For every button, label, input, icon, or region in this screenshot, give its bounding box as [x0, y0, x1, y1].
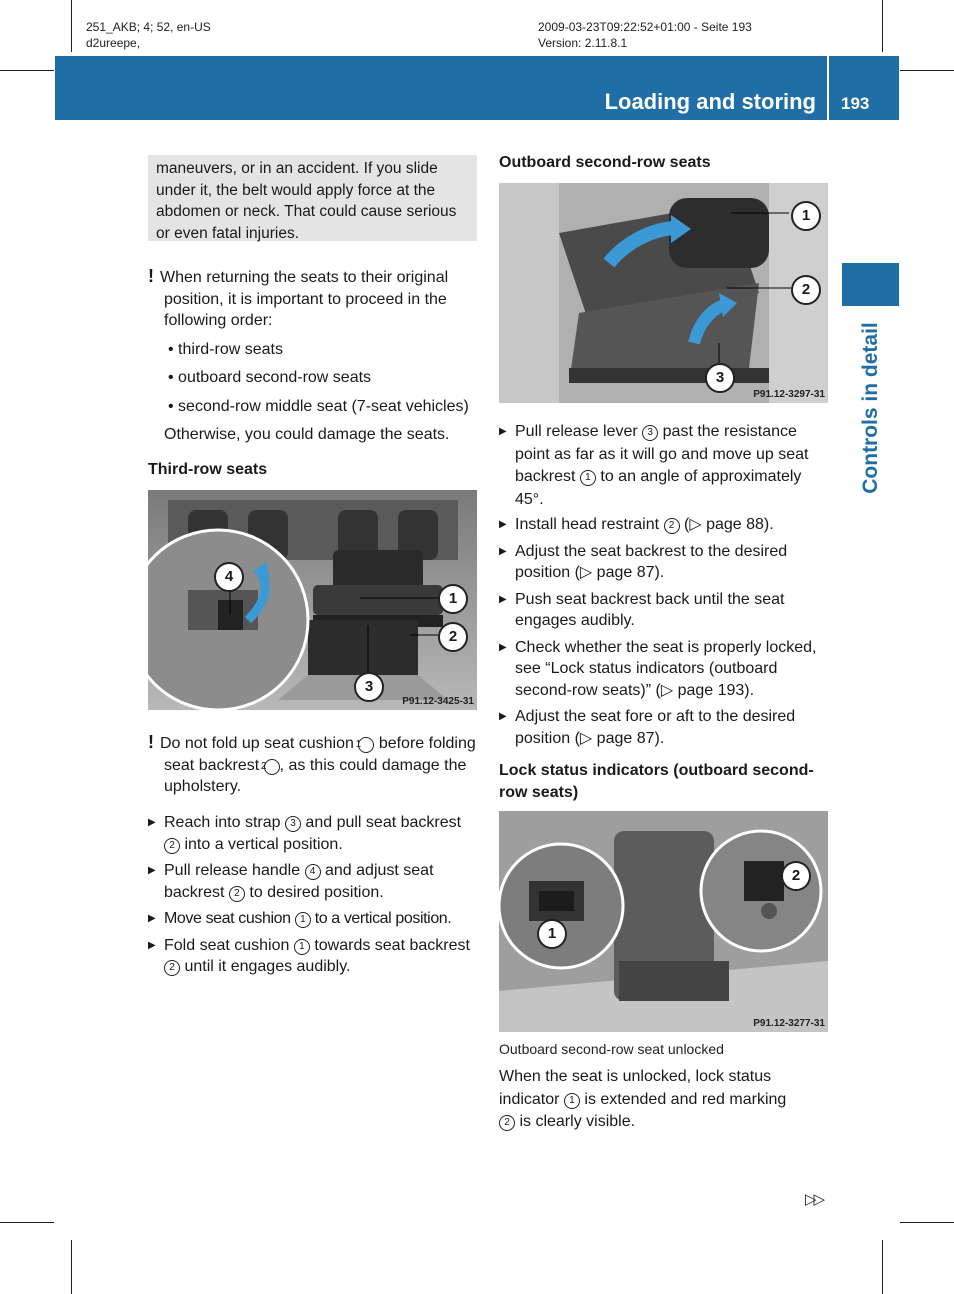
- meta-line: d2ureepe,: [86, 36, 141, 50]
- step-text: past the resistance point as far as it will go and move up seat backrest: [515, 423, 809, 485]
- list-item: • second-row middle seat (7-seat vehicles): [168, 397, 469, 415]
- ref-circle: 3: [642, 425, 658, 441]
- header-divider: [827, 56, 829, 120]
- step-text: (▷ page 88).: [683, 516, 774, 533]
- ref-circle: 1: [295, 912, 311, 928]
- step-text: Fold seat cushion: [164, 936, 290, 954]
- heading-third-row: Third-row seats: [148, 461, 268, 478]
- step-text: to an angle of approximately 45°.: [515, 468, 802, 508]
- steps-third-row: [148, 812, 478, 978]
- heading-outboard: Outboard second-row seats: [499, 154, 711, 171]
- chapter-label-text: Controls in detail: [859, 322, 882, 494]
- ref-circle: 2: [499, 1115, 515, 1131]
- step-item: [499, 421, 829, 511]
- step-text: Pull release handle: [164, 862, 301, 879]
- print-meta-left: [86, 19, 211, 51]
- meta-line: 251_AKB; 4; 52, en-US: [86, 20, 211, 34]
- crop-mark: [900, 70, 954, 71]
- ref-circle: 1: [580, 470, 596, 486]
- ref-circle: 4: [305, 864, 321, 880]
- print-meta-right: [538, 19, 752, 51]
- step-text: to desired position.: [249, 883, 384, 901]
- step-item: [148, 908, 478, 930]
- note-text: before folding seat backrest: [164, 735, 476, 774]
- step-item: [499, 514, 829, 536]
- ref-circle: 2: [164, 960, 180, 976]
- callout-1: 1: [537, 919, 567, 949]
- callout-2: 2: [781, 861, 811, 891]
- ref-circle: 2: [229, 886, 245, 902]
- step-text: Move seat cushion: [164, 910, 291, 927]
- callout-1: 1: [791, 201, 821, 231]
- ref-circle: 2: [664, 518, 680, 534]
- list-item-text: second-row middle seat (7-seat vehicles): [178, 397, 469, 415]
- note-after: Otherwise, you could damage the seats.: [164, 426, 450, 443]
- figure-outboard-seat: [499, 183, 828, 403]
- list-item: • third-row seats: [168, 340, 283, 358]
- crop-mark: [882, 0, 883, 52]
- figure-third-row-seats: [148, 490, 477, 710]
- crop-mark: [71, 1240, 72, 1294]
- list-item-text: third-row seats: [178, 340, 283, 358]
- crop-mark: [0, 70, 54, 71]
- step-text: until it engages audibly.: [184, 958, 351, 975]
- step-text: and adjust seat backrest: [164, 862, 434, 901]
- caution-mark: !: [148, 266, 154, 286]
- step-text: to a vertical position.: [314, 910, 452, 927]
- crop-mark: [71, 0, 72, 52]
- ref-circle: 1: [358, 737, 374, 753]
- order-list: [148, 339, 478, 418]
- step-item: [148, 935, 478, 978]
- figure-code: P91.12-3297-31: [753, 389, 825, 400]
- callout-2: 2: [791, 275, 821, 305]
- note-text: When returning the seats to their original position, it is important to proceed in the following order:: [160, 269, 449, 329]
- ref-circle: 2: [164, 838, 180, 854]
- figure-code: P91.12-3277-31: [753, 1018, 825, 1029]
- continued-arrows: ▷▷: [805, 1191, 823, 1208]
- ref-circle: 2: [264, 759, 280, 775]
- step-item: [148, 812, 478, 855]
- crop-mark: [0, 1222, 54, 1223]
- ref-circle: 1: [294, 939, 310, 955]
- step-item: ▶ Check whether the seat is properly locked, see “Lock status indicators (outboard second-row seats)” (▷ page 193).: [499, 637, 829, 702]
- section-title: Loading and storing: [604, 89, 816, 114]
- step-text: Install head restraint: [515, 516, 660, 533]
- list-item-text: outboard second-row seats: [178, 369, 372, 386]
- para-text: is clearly visible.: [519, 1113, 636, 1130]
- figure-lock-status: [499, 811, 828, 1032]
- outboard-seat-illustration: [499, 183, 828, 403]
- step-text: Pull release lever: [515, 423, 638, 440]
- para-text: When the seat is unlocked, lock status indicator: [499, 1068, 772, 1108]
- step-text: and pull seat backrest: [305, 814, 462, 831]
- meta-line: Version: 2.11.8.1: [538, 36, 628, 50]
- callout-4: 4: [214, 562, 244, 592]
- note-seat-order: [148, 266, 478, 446]
- step-item: ▶ Adjust the seat backrest to the desired position (▷ page 87).: [499, 541, 829, 584]
- crop-mark: [900, 1222, 954, 1223]
- lock-status-paragraph: [499, 1066, 799, 1134]
- list-item: • outboard second-row seats: [168, 369, 372, 386]
- third-row-seat-illustration: [148, 490, 477, 710]
- heading-lock-status: Lock status indicators (outboard second-row seats): [499, 762, 814, 801]
- ref-circle: 3: [285, 816, 301, 832]
- callout-2: 2: [438, 622, 468, 652]
- callout-3: 3: [705, 363, 735, 393]
- figure-caption: Outboard second-row seat unlocked: [499, 1041, 724, 1057]
- step-item: ▶ Push seat backrest back until the seat engages audibly.: [499, 589, 829, 632]
- step-item: [148, 860, 478, 903]
- callout-1: 1: [438, 584, 468, 614]
- caution-mark: !: [148, 732, 154, 752]
- warning-box: maneuvers, or in an accident. If you slide under it, the belt would apply force at the abdomen or neck. That could cause serious or even fatal injuries.: [148, 155, 477, 241]
- section-header: [55, 56, 899, 120]
- para-text: is extended and red marking: [584, 1090, 787, 1108]
- note-fold-warning: [148, 732, 478, 798]
- step-text: Reach into strap: [164, 814, 281, 831]
- note-text: , as this could damage the upholstery.: [164, 756, 467, 795]
- chapter-label: [858, 310, 884, 506]
- steps-outboard: [499, 421, 829, 749]
- step-text: into a vertical position.: [184, 835, 343, 853]
- chapter-tab: [842, 263, 899, 306]
- figure-code: P91.12-3425-31: [402, 696, 474, 707]
- meta-line: 2009-03-23T09:22:52+01:00 - Seite 193: [538, 20, 752, 34]
- ref-circle: 1: [564, 1093, 580, 1109]
- crop-mark: [882, 1240, 883, 1294]
- step-text: towards seat backrest: [314, 936, 470, 954]
- step-item: ▶ Adjust the seat fore or aft to the desired position (▷ page 87).: [499, 706, 829, 749]
- callout-3: 3: [354, 672, 384, 702]
- page-number: 193: [841, 94, 870, 113]
- note-text: Do not fold up seat cushion: [160, 735, 354, 752]
